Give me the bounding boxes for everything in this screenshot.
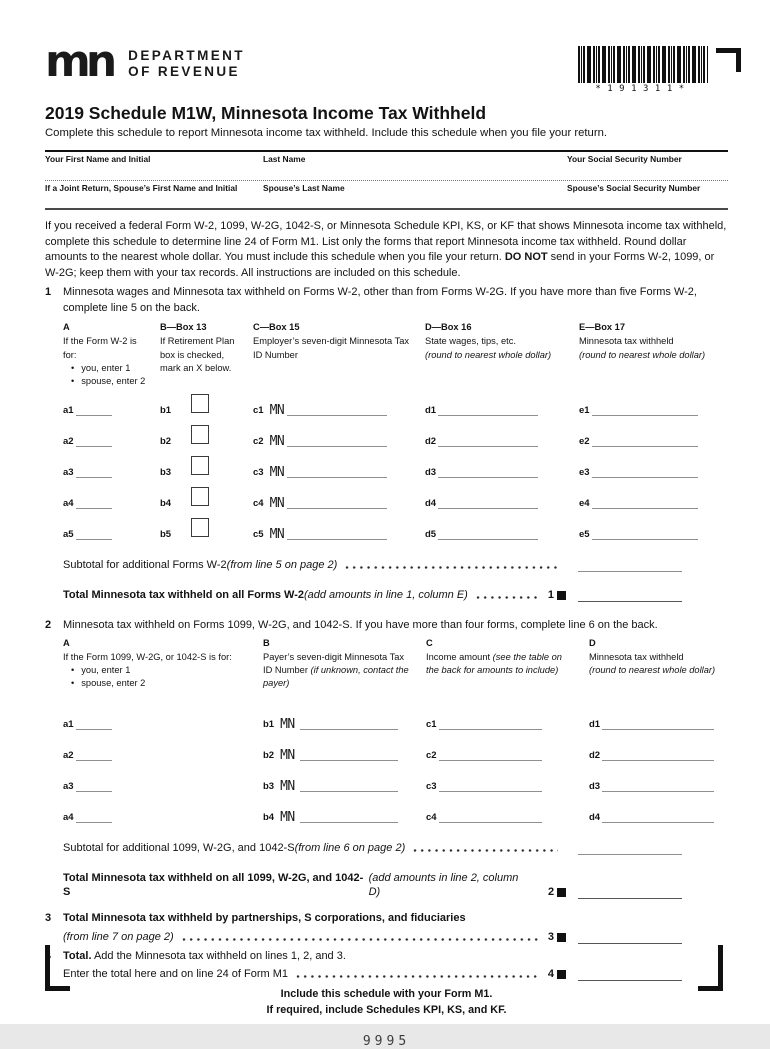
- bullet-spouse: • spouse, enter 2: [71, 677, 251, 690]
- line4-text: [63, 949, 728, 964]
- s1-row3-cell-a: [63, 452, 160, 483]
- line4-number: 4: [45, 949, 52, 962]
- dotted-leader: [413, 848, 558, 853]
- line2-line-number: 2: [547, 886, 555, 899]
- line1-text: Minnesota wages and Minnesota tax withheld on Forms W-2, other than from Forms W-2G. If you have more than five Forms W-2, complete line 5 on the back.: [63, 286, 697, 314]
- spouse-ssn-field[interactable]: [567, 183, 728, 208]
- s2-c4-income-field[interactable]: [439, 812, 542, 823]
- field-label: d4: [589, 812, 601, 824]
- last-name-field[interactable]: [263, 154, 567, 180]
- field-label: c4: [253, 498, 264, 510]
- mn-prefix: MN: [269, 434, 285, 450]
- s1-a2-person-field[interactable]: [76, 436, 112, 447]
- s2-row3-cell-a: [63, 766, 263, 797]
- s1-colhead-c-letter: C—Box 15: [253, 322, 300, 333]
- s1-row4-cell-a: [63, 483, 160, 514]
- s1-row5-cell-a: [63, 514, 160, 545]
- field-label: b1: [263, 719, 275, 731]
- s1-colhead-b-text: If Retirement Plan box is checked, mark an X below.: [160, 336, 235, 373]
- s1-d5-wages-field[interactable]: [438, 529, 538, 540]
- line2-square-icon: [557, 888, 566, 897]
- barcode-label: *191311*: [595, 84, 691, 94]
- s2-d2-withheld-field[interactable]: [602, 750, 714, 761]
- field-label: c3: [426, 781, 437, 793]
- s1-subtotal-amount-field[interactable]: [578, 559, 682, 572]
- field-label: d5: [425, 529, 437, 541]
- s1-row2-cell-b: [160, 421, 253, 452]
- s1-colhead-e-text: Minnesota tax withheld: [579, 336, 674, 347]
- s2-b1-tax-id-field[interactable]: [300, 719, 398, 730]
- s1-a3-person-field[interactable]: [76, 467, 112, 478]
- s1-row1-cell-a: [63, 390, 160, 421]
- field-label: d4: [425, 498, 437, 510]
- name-row-primary: [45, 152, 728, 180]
- s1-b1-retirement-checkbox[interactable]: [191, 394, 209, 413]
- s2-c3-income-field[interactable]: [439, 781, 542, 792]
- field-label: a3: [63, 781, 74, 793]
- footer-line2: If required, include Schedules KPI, KS, and KF.: [266, 1004, 507, 1017]
- line1-number: 1: [45, 286, 52, 299]
- s1-e4-withheld-field[interactable]: [592, 498, 698, 509]
- s1-colhead-a-text: If the Form W-2 is for:: [63, 336, 137, 360]
- s1-colhead-d-text: State wages, tips, etc.: [425, 336, 516, 347]
- s1-d4-wages-field[interactable]: [438, 498, 538, 509]
- s2-row3-cell-b: [263, 766, 426, 797]
- field-label: c5: [253, 529, 264, 541]
- line2-total-text: Total Minnesota tax withheld on all 1099, W-2G, and 1042-S: [63, 872, 364, 899]
- s2-row2-cell-c: [426, 735, 589, 766]
- s2-colhead-d-note: (round to nearest whole dollar): [589, 665, 716, 676]
- s2-b2-tax-id-field[interactable]: [300, 750, 398, 761]
- s2-row1-cell-a: [63, 704, 263, 735]
- s1-row2-cell-c: [253, 421, 425, 452]
- s2-column-headers: [63, 637, 728, 691]
- field-label: d2: [425, 436, 437, 448]
- s1-row5-cell-c: [253, 514, 425, 545]
- line2-number: 2: [45, 619, 52, 632]
- corner-mark-bottom-right-icon: [698, 945, 723, 991]
- s1-subtotal-row: [63, 558, 728, 572]
- line4-square-icon: [557, 970, 566, 979]
- s2-d1-withheld-field[interactable]: [602, 719, 714, 730]
- bullet-spouse: • spouse, enter 2: [71, 375, 148, 388]
- s1-e2-withheld-field[interactable]: [592, 436, 698, 447]
- s2-row4-cell-b: [263, 797, 426, 828]
- s1-colhead-b: [160, 321, 253, 388]
- s1-row1-cell-c: [253, 390, 425, 421]
- line4-amount-field[interactable]: [578, 968, 682, 981]
- s1-c3-tax-id-field[interactable]: [287, 467, 387, 478]
- s2-row4-cell-d: [589, 797, 728, 828]
- field-label: b1: [160, 405, 172, 417]
- ssn-label: Your Social Security Number: [567, 154, 682, 164]
- s1-row3-cell-c: [253, 452, 425, 483]
- s1-colhead-e: [579, 321, 728, 388]
- s1-colhead-e-letter: E—Box 17: [579, 322, 625, 333]
- field-label: a1: [63, 405, 74, 417]
- s2-a3-person-field[interactable]: [76, 781, 112, 792]
- field-label: d2: [589, 750, 601, 762]
- s1-a5-person-field[interactable]: [76, 529, 112, 540]
- s1-row3-cell-b: [160, 452, 253, 483]
- line1-line-number: 1: [547, 589, 554, 602]
- s1-row5-cell-b: [160, 514, 253, 545]
- s1-c5-tax-id-field[interactable]: [287, 529, 387, 540]
- s1-row5-cell-e: [579, 514, 728, 545]
- line1-square-icon: [557, 591, 566, 600]
- s1-colhead-c: [253, 321, 425, 388]
- last-name-label: Last Name: [263, 154, 306, 164]
- field-label: a5: [63, 529, 74, 541]
- line2-text: Minnesota tax withheld on Forms 1099, W-2G, and 1042-S. If you have more than four forms, complete line 6 on the back.: [63, 619, 658, 632]
- field-label: c4: [426, 812, 437, 824]
- s1-row1-cell-e: [579, 390, 728, 421]
- corner-mark-top-right-icon: [716, 48, 741, 72]
- s2-colhead-c-text: Income amount: [426, 651, 493, 662]
- s2-d4-withheld-field[interactable]: [602, 812, 714, 823]
- s1-d2-wages-field[interactable]: [438, 436, 538, 447]
- line1-amount-field[interactable]: [578, 589, 682, 602]
- mn-prefix: MN: [269, 403, 285, 419]
- field-label: d3: [425, 467, 437, 479]
- field-label: a4: [63, 498, 74, 510]
- s2-colhead-b: [263, 637, 426, 691]
- s1-subtotal-text: Subtotal for additional Forms W-2: [63, 559, 227, 572]
- intro-text-bold: DO NOT: [504, 251, 548, 264]
- s1-row3-cell-e: [579, 452, 728, 483]
- s2-colhead-d-letter: D: [589, 637, 596, 648]
- field-label: b4: [263, 812, 275, 824]
- s2-c1-income-field[interactable]: [439, 719, 542, 730]
- field-label: e1: [579, 405, 590, 417]
- intro-paragraph: [45, 219, 728, 281]
- s1-e5-withheld-field[interactable]: [592, 529, 698, 540]
- s2-colhead-d-text: Minnesota tax withheld: [589, 651, 684, 662]
- s2-row2-cell-b: [263, 735, 426, 766]
- s2-colhead-a-text: If the Form 1099, W-2G, or 1042-S is for:: [63, 651, 232, 662]
- s1-colhead-d: [425, 321, 579, 388]
- bullet-you: • you, enter 1: [71, 362, 148, 375]
- field-label: e4: [579, 498, 590, 510]
- s2-subtotal-note: (from line 6 on page 2): [294, 842, 406, 855]
- field-label: c2: [426, 750, 437, 762]
- line3-amount-row: [63, 930, 728, 944]
- s1-e3-withheld-field[interactable]: [592, 467, 698, 478]
- s1-row2-cell-e: [579, 421, 728, 452]
- mn-prefix: MN: [280, 779, 295, 795]
- field-label: a3: [63, 467, 74, 479]
- s1-b5-retirement-checkbox[interactable]: [191, 518, 209, 537]
- s1-row1-cell-d: [425, 390, 579, 421]
- line3-line-number: 3: [547, 930, 554, 943]
- s1-a4-person-field[interactable]: [76, 498, 112, 509]
- name-row-spouse: [45, 180, 728, 208]
- s2-row1-cell-d: [589, 704, 728, 735]
- mn-prefix: MN: [269, 465, 285, 481]
- s2-rows: [63, 704, 728, 828]
- s1-row4-cell-e: [579, 483, 728, 514]
- field-label: b2: [160, 436, 172, 448]
- s1-colhead-a-bullets: [63, 362, 148, 388]
- line1-total-text: Total Minnesota tax withheld on all Forms W-2: [63, 589, 304, 602]
- s1-d3-wages-field[interactable]: [438, 467, 538, 478]
- dotted-leader: [345, 565, 558, 570]
- s1-row4-cell-b: [160, 483, 253, 514]
- field-label: d1: [589, 719, 601, 731]
- spouse-ssn-label: Spouse’s Social Security Number: [567, 183, 701, 193]
- logo-text-line1: DEPARTMENT: [128, 48, 245, 63]
- mn-prefix: MN: [280, 717, 295, 733]
- s2-colhead-a-bullets: [63, 664, 251, 690]
- field-label: b3: [263, 781, 275, 793]
- s2-b4-tax-id-field[interactable]: [300, 812, 398, 823]
- field-label: a1: [63, 719, 74, 731]
- s1-c4-tax-id-field[interactable]: [287, 498, 387, 509]
- s1-b2-retirement-checkbox[interactable]: [191, 425, 209, 444]
- first-name-field[interactable]: [45, 154, 263, 180]
- s1-colhead-b-letter: B—Box 13: [160, 322, 207, 333]
- line4-line-number: 4: [547, 968, 554, 981]
- corner-mark-bottom-left-icon: [45, 945, 70, 991]
- s2-row4-cell-c: [426, 797, 589, 828]
- s2-colhead-a: [63, 637, 263, 691]
- dotted-leader: [296, 974, 540, 979]
- s1-b4-retirement-checkbox[interactable]: [191, 487, 209, 506]
- s2-row1-cell-c: [426, 704, 589, 735]
- s1-column-headers: [63, 321, 728, 388]
- s1-row4-cell-d: [425, 483, 579, 514]
- s2-subtotal-amount-field[interactable]: [578, 842, 682, 855]
- line4-amount-row: [63, 967, 728, 981]
- s1-row3-cell-d: [425, 452, 579, 483]
- logo-text: [128, 44, 245, 80]
- field-label: c2: [253, 436, 264, 448]
- intro-text-pre: If you received a federal Form W-2, 1099, W-2G, 1042-S, or Minnesota Schedule KPI, KS, or KF that shows Minnesota income tax withheld, complete this schedule to determine line 24 of Form M1. List only the forms that report Minnesota income tax withheld. Round dollar amounts to the nearest whole dollar. You must include this schedule when you file your return.: [45, 220, 727, 264]
- s2-subtotal-text: Subtotal for additional 1099, W-2G, and 1042-S: [63, 842, 295, 855]
- form-subtitle: Complete this schedule to report Minnesota income tax withheld. Include this schedule when you file your return.: [45, 127, 608, 139]
- s2-colhead-d: [589, 637, 728, 691]
- s2-subtotal-row: [63, 841, 728, 855]
- s2-a4-person-field[interactable]: [76, 812, 112, 823]
- field-label: c3: [253, 467, 264, 479]
- line2-item: [45, 618, 728, 633]
- s2-colhead-b-text: Payer’s seven-digit Minnesota Tax ID Number: [263, 651, 405, 676]
- spouse-first-name-label: If a Joint Return, Spouse’s First Name and Initial: [45, 183, 238, 193]
- intro-text-post: send in your Forms W-2, 1099, or W-2G; keep them with your tax records. All instructions are included on this schedule.: [45, 251, 715, 279]
- first-name-label: Your First Name and Initial: [45, 154, 151, 164]
- s2-row2-cell-d: [589, 735, 728, 766]
- line4-text-rest: Add the Minnesota tax withheld on lines 1, 2, and 3.: [91, 949, 346, 962]
- s2-row2-cell-a: [63, 735, 263, 766]
- s1-a1-person-field[interactable]: [76, 405, 112, 416]
- field-label: e5: [579, 529, 590, 541]
- s1-b3-retirement-checkbox[interactable]: [191, 456, 209, 475]
- field-label: e2: [579, 436, 590, 448]
- field-label: c1: [426, 719, 437, 731]
- spouse-last-name-field[interactable]: [263, 183, 567, 208]
- s1-row2-cell-a: [63, 421, 160, 452]
- spouse-first-name-field[interactable]: [45, 183, 263, 208]
- line3-text: Total Minnesota tax withheld by partnerships, S corporations, and fiduciaries: [63, 912, 466, 925]
- line1-total-row: [63, 588, 728, 602]
- field-label: a2: [63, 436, 74, 448]
- field-label: b4: [160, 498, 172, 510]
- s2-b3-tax-id-field[interactable]: [300, 781, 398, 792]
- line2-total-row: [63, 871, 728, 899]
- s2-row1-cell-b: [263, 704, 426, 735]
- s1-colhead-d-note: (round to nearest whole dollar): [425, 349, 552, 360]
- ssn-field[interactable]: [567, 154, 728, 180]
- line4-line2-text: Enter the total here and on line 24 of Form M1: [63, 968, 289, 981]
- field-label: c1: [253, 405, 264, 417]
- s1-colhead-c-text: Employer’s seven-digit Minnesota Tax ID Number: [253, 336, 410, 360]
- s1-row2-cell-d: [425, 421, 579, 452]
- s1-colhead-d-letter: D—Box 16: [425, 322, 472, 333]
- mn-prefix: MN: [269, 496, 285, 512]
- footer-instructions: [45, 986, 728, 1018]
- field-label: b3: [160, 467, 172, 479]
- line4-text-bold: Total.: [63, 949, 92, 962]
- s2-c2-income-field[interactable]: [439, 750, 542, 761]
- line2-amount-field[interactable]: [578, 886, 682, 899]
- s1-subtotal-note: (from line 5 on page 2): [226, 559, 338, 572]
- line3-amount-field[interactable]: [578, 931, 682, 944]
- line3-square-icon: [557, 933, 566, 942]
- line3-item: [45, 911, 728, 926]
- form-title: 2019 Schedule M1W, Minnesota Income Tax Withheld: [45, 103, 487, 123]
- line3-number: 3: [45, 912, 52, 925]
- mn-prefix: MN: [269, 527, 285, 543]
- dotted-leader: [476, 595, 540, 600]
- s2-row3-cell-c: [426, 766, 589, 797]
- s1-row5-cell-d: [425, 514, 579, 545]
- s1-colhead-a-letter: A: [63, 322, 70, 333]
- s2-colhead-a-letter: A: [63, 637, 70, 648]
- s1-row1-cell-b: [160, 390, 253, 421]
- line1-item: [45, 285, 728, 316]
- s2-colhead-c: [426, 637, 589, 691]
- field-label: b2: [263, 750, 275, 762]
- s2-d3-withheld-field[interactable]: [602, 781, 714, 792]
- name-block: [45, 150, 728, 210]
- s1-d1-wages-field[interactable]: [438, 405, 538, 416]
- field-label: d1: [425, 405, 437, 417]
- s1-e1-withheld-field[interactable]: [592, 405, 698, 416]
- field-label: e3: [579, 467, 590, 479]
- spouse-last-name-label: Spouse’s Last Name: [263, 183, 345, 193]
- dotted-leader: [182, 937, 540, 942]
- s1-colhead-e-note: (round to nearest whole dollar): [579, 349, 706, 360]
- line1-total-note: (add amounts in line 1, column E): [303, 589, 468, 602]
- s2-row4-cell-a: [63, 797, 263, 828]
- s2-a1-person-field[interactable]: [76, 719, 112, 730]
- barcode-icon: [578, 46, 708, 83]
- s2-colhead-b-note: (if unknown, contact the payer): [263, 665, 409, 689]
- footer-line1: Include this schedule with your Form M1.: [280, 988, 493, 1001]
- mn-logo-icon: mn: [45, 36, 113, 87]
- form-header: [45, 36, 728, 94]
- line4-item: [45, 949, 728, 964]
- logo-text-line2: OF REVENUE: [128, 64, 240, 79]
- barcode-block: [578, 46, 708, 94]
- field-label: a2: [63, 750, 74, 762]
- s1-row4-cell-c: [253, 483, 425, 514]
- s2-colhead-c-letter: C: [426, 637, 433, 648]
- s2-colhead-b-letter: B: [263, 637, 270, 648]
- s1-rows: [63, 390, 728, 545]
- mn-prefix: MN: [280, 748, 295, 764]
- s1-c2-tax-id-field[interactable]: [287, 436, 387, 447]
- s1-colhead-a: [63, 321, 160, 388]
- field-label: a4: [63, 812, 74, 824]
- bullet-you: • you, enter 1: [71, 664, 251, 677]
- line2-total-note: (add amounts in line 2, column D): [368, 872, 519, 899]
- field-label: d3: [589, 781, 601, 793]
- s1-c1-tax-id-field[interactable]: [287, 405, 387, 416]
- page-code: 9995: [362, 1034, 411, 1049]
- field-label: b5: [160, 529, 172, 541]
- s2-a2-person-field[interactable]: [76, 750, 112, 761]
- s2-row3-cell-d: [589, 766, 728, 797]
- line3-note: (from line 7 on page 2): [63, 930, 174, 943]
- s2-colhead-c-note: (see the table on the back for amounts to include): [426, 651, 562, 676]
- mn-prefix: MN: [280, 810, 295, 826]
